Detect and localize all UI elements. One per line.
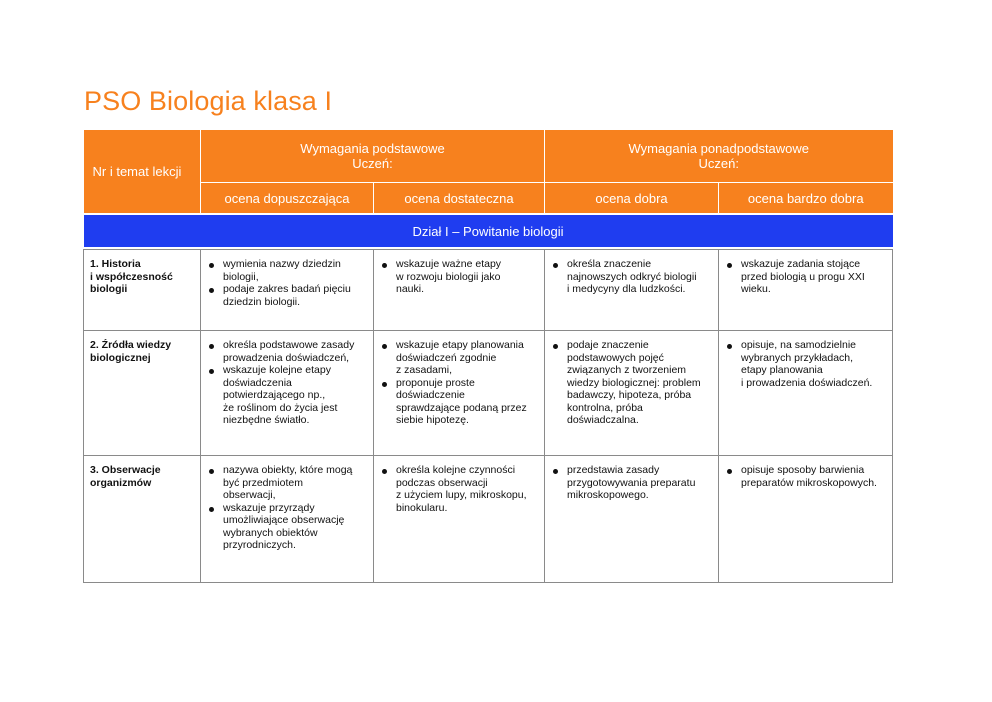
list-item-line: etapy planowania	[741, 364, 823, 376]
list-item-line: związanych z tworzeniem	[567, 364, 687, 376]
list-item-line: nauki.	[396, 283, 425, 295]
requirement-list	[207, 339, 367, 427]
list-item	[380, 377, 538, 427]
lesson-topic	[84, 331, 201, 456]
list-item-line: sprawdzające podaną przez	[396, 401, 527, 414]
requirement-cell	[545, 250, 719, 331]
requirement-cell	[201, 456, 374, 583]
requirement-cell	[719, 456, 893, 583]
list-item-line: podaje znaczenie	[567, 339, 649, 351]
requirements-table	[83, 130, 893, 583]
list-item	[551, 258, 712, 296]
list-item-line: z użyciem lupy, mikroskopu,	[396, 489, 527, 501]
list-item-line: doświadczenia	[223, 376, 292, 389]
requirement-cell	[374, 456, 545, 583]
list-item	[551, 339, 712, 427]
topic-column-header: Nr i temat lekcji	[92, 164, 182, 179]
requirement-list	[725, 464, 886, 489]
list-item-line: przed biologią u progu XXI	[741, 270, 865, 283]
list-item-line: nazywa obiekty, które mogą	[223, 464, 353, 476]
list-item-line: proponuje proste	[396, 376, 475, 389]
list-item-line: wskazuje etapy planowania	[396, 339, 524, 351]
list-item-line: wybranych przykładach,	[741, 351, 854, 364]
grade-header: ocena dostateczna	[374, 183, 545, 214]
list-item-line: wybranych obiektów	[223, 526, 318, 539]
advanced-requirements-header: Wymagania ponadpodstawowe Uczeń:	[545, 130, 893, 183]
list-item-line: przyrodniczych.	[223, 539, 296, 551]
list-item-line: przedstawia zasady	[567, 464, 660, 476]
list-item	[725, 339, 886, 389]
list-item-line: podczas obserwacji	[396, 476, 488, 489]
grade-header: ocena dobra	[545, 183, 719, 214]
list-item-line: kontrolna, próba	[567, 401, 643, 414]
list-item-line: przygotowywania preparatu	[567, 476, 696, 489]
requirement-cell	[545, 331, 719, 456]
topic-line: 2. Źródła wiedzy	[90, 339, 172, 351]
requirement-list	[380, 339, 538, 427]
list-item-line: doświadczeń zgodnie	[396, 351, 497, 364]
list-item-line: najnowszych odkryć biologii	[567, 270, 697, 283]
basic-requirements-header: Wymagania podstawowe Uczeń:	[201, 130, 545, 183]
grade-header: ocena dopuszczająca	[201, 183, 374, 214]
list-item	[207, 464, 367, 502]
requirement-list	[725, 258, 886, 296]
list-item-line: biologii,	[223, 270, 259, 283]
list-item-line: mikroskopowego.	[567, 489, 649, 501]
list-item-line: preparatów mikroskopowych.	[741, 476, 877, 489]
requirement-list	[207, 464, 367, 552]
list-item-line: potwierdzającego np.,	[223, 389, 326, 401]
table-row	[84, 456, 893, 583]
list-item	[207, 364, 367, 427]
requirement-list	[207, 258, 367, 308]
list-item-line: umożliwiające obserwację	[223, 514, 345, 526]
requirement-cell	[201, 250, 374, 331]
topic-line: i współczesność	[90, 270, 173, 283]
section-title: Dział I – Powitanie biologii	[84, 215, 893, 247]
list-item-line: wieku.	[741, 283, 771, 295]
list-item-line: binokularu.	[396, 501, 448, 514]
requirement-list	[380, 464, 538, 514]
list-item-line: badawczy, hipoteza, próba	[567, 389, 692, 401]
list-item	[725, 464, 886, 489]
requirement-cell	[201, 331, 374, 456]
list-item-line: opisuje, na samodzielnie	[741, 339, 856, 351]
list-item-line: wskazuje przyrządy	[223, 501, 315, 514]
requirement-list	[551, 464, 712, 502]
list-item	[380, 464, 538, 514]
list-item	[207, 258, 367, 283]
requirement-list	[551, 258, 712, 296]
grade-header: ocena bardzo dobra	[719, 183, 893, 214]
requirement-list	[380, 258, 538, 296]
table-row	[84, 331, 893, 456]
page-title: PSO Biologia klasa I	[84, 86, 333, 116]
list-item-line: określa znaczenie	[567, 258, 652, 270]
list-item-line: dziedzin biologii.	[223, 295, 301, 308]
list-item-line: wskazuje ważne etapy	[396, 258, 502, 270]
list-item-line: podstawowych pojęć	[567, 351, 664, 364]
list-item-line: określa podstawowe zasady	[223, 339, 355, 351]
list-item	[207, 502, 367, 552]
list-item-line: opisuje sposoby barwienia	[741, 464, 865, 476]
requirement-list	[725, 339, 886, 389]
list-item-line: i medycyny dla ludzkości.	[567, 283, 686, 295]
table-row	[84, 250, 893, 331]
lesson-topic	[84, 456, 201, 583]
list-item	[725, 258, 886, 296]
list-item-line: że roślinom do życia jest	[223, 401, 338, 414]
list-item-line: niezbędne światło.	[223, 414, 310, 426]
list-item-line: prowadzenia doświadczeń,	[223, 351, 350, 364]
list-item-line: wymienia nazwy dziedzin	[223, 258, 341, 270]
list-item-line: i prowadzenia doświadczeń.	[741, 376, 873, 389]
requirement-cell	[719, 250, 893, 331]
topic-line: organizmów	[90, 476, 152, 489]
list-item	[207, 283, 367, 308]
list-item-line: doświadczalna.	[567, 414, 639, 426]
topic-line: 3. Obserwacje	[90, 464, 161, 476]
list-item-line: obserwacji,	[223, 489, 276, 501]
requirement-list	[551, 339, 712, 427]
requirement-cell	[374, 331, 545, 456]
topic-line: biologicznej	[90, 351, 151, 364]
lesson-topic	[84, 250, 201, 331]
requirement-cell	[545, 456, 719, 583]
list-item-line: wskazuje zadania stojące	[741, 258, 861, 270]
list-item-line: być przedmiotem	[223, 476, 303, 489]
topic-line: 1. Historia	[90, 258, 141, 270]
list-item-line: doświadczenie	[396, 389, 465, 401]
requirement-cell	[719, 331, 893, 456]
list-item-line: wiedzy biologicznej: problem	[567, 376, 701, 389]
list-item-line: w rozwoju biologii jako	[396, 270, 501, 283]
list-item-line: siebie hipotezę.	[396, 414, 469, 426]
topic-line: biologii	[90, 283, 128, 295]
list-item-line: określa kolejne czynności	[396, 464, 516, 476]
list-item	[380, 258, 538, 296]
list-item	[380, 339, 538, 377]
list-item-line: z zasadami,	[396, 364, 453, 376]
list-item	[551, 464, 712, 502]
list-item	[207, 339, 367, 364]
list-item-line: wskazuje kolejne etapy	[223, 364, 331, 376]
list-item-line: podaje zakres badań pięciu	[223, 283, 351, 295]
requirement-cell	[374, 250, 545, 331]
